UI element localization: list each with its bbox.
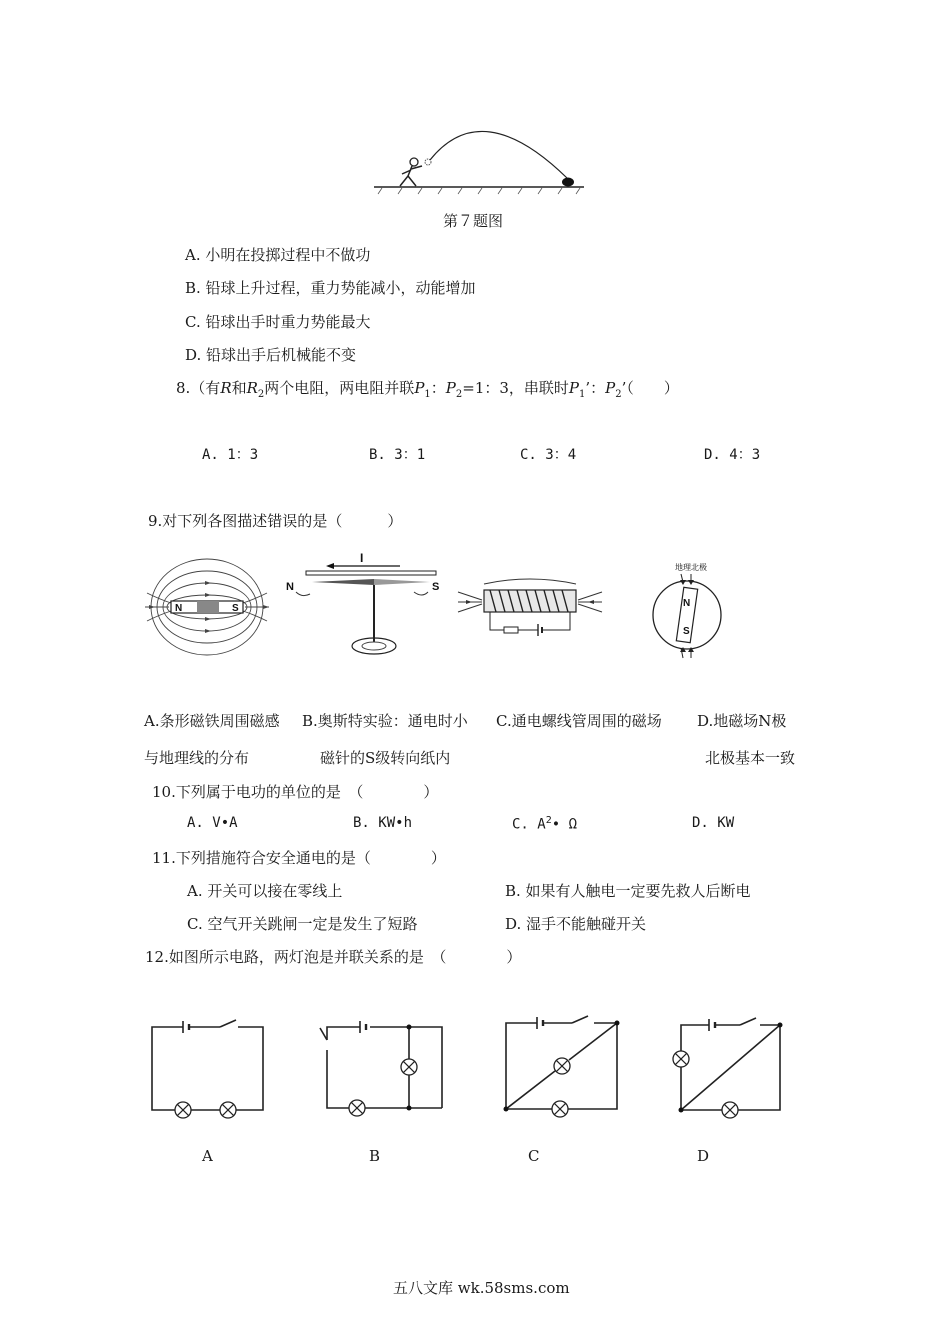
q10-option-a: A. V•A xyxy=(187,815,238,831)
geo-north-label: 地理北极 xyxy=(675,563,707,572)
magnet-s-label: S xyxy=(232,603,239,614)
lamp-icon xyxy=(722,1102,738,1118)
q10-stem: 10.下列属于电功的单位的是 （ ） xyxy=(152,783,439,801)
earth-s-label: S xyxy=(683,626,690,637)
earth-n-label: N xyxy=(683,598,691,609)
q11-stem: 11.下列措施符合安全通电的是（ ） xyxy=(152,849,446,867)
circuit-b xyxy=(320,1021,442,1108)
q12-stem: 12.如图所示电路，两灯泡是并联关系的是 （ ） xyxy=(145,948,522,966)
q11-option-c: C. 空气开关跳闸一定是发生了短路 xyxy=(187,915,418,933)
q9-desc-b1: B.奥斯特实验：通电时小 xyxy=(302,712,468,730)
q8-stem: 8.（有R和$R_2$两个电阻，两电阻并联$P_1$：$P_2=1$：3，串联时$P_1$’：$P_2$’（ ） xyxy=(176,379,679,400)
current-label: I xyxy=(360,551,364,565)
q9-stem: 9.对下列各图描述错误的是（ ） xyxy=(148,512,403,530)
needle-s-label: S xyxy=(432,581,440,593)
needle-n-label: N xyxy=(286,581,294,593)
q9-desc-d1: D.地磁场N极 xyxy=(697,712,787,730)
lamp-icon xyxy=(220,1102,236,1118)
q7-option-a: A. 小明在投掷过程中不做功 xyxy=(185,246,371,264)
circuit-label-c: C xyxy=(528,1147,540,1165)
circuit-label-a: A xyxy=(202,1147,213,1165)
circuit-label-b: B xyxy=(369,1147,381,1165)
lamp-icon xyxy=(349,1100,365,1116)
q11-option-a: A. 开关可以接在零线上 xyxy=(187,882,343,900)
q8-option-a: A. 1：3 xyxy=(202,447,259,463)
q7-option-b: B. 铅球上升过程，重力势能减小，动能增加 xyxy=(185,279,476,297)
q11-option-b: B. 如果有人触电一定要先救人后断电 xyxy=(505,882,751,900)
figure-caption: 第７题图 xyxy=(443,212,504,230)
lamp-icon xyxy=(401,1059,417,1075)
q11-option-d: D. 湿手不能触碰开关 xyxy=(505,915,647,933)
q8-option-b: B. 3：1 xyxy=(369,447,426,463)
lamp-icon xyxy=(554,1058,570,1074)
q7-option-c: C. 铅球出手时重力势能最大 xyxy=(185,313,371,331)
q10-option-c: C. $A^2•$ Ω xyxy=(512,815,578,833)
q9-desc-a1: A.条形磁铁周围磁感 xyxy=(144,712,280,730)
lamp-icon xyxy=(552,1101,568,1117)
q7-option-d: D. 铅球出手后机械能不变 xyxy=(185,346,357,364)
q8-option-d: D. 4：3 xyxy=(704,447,761,463)
q10-option-d: D. KW xyxy=(692,815,735,831)
circuit-a xyxy=(152,1020,263,1110)
q9-desc-b2: 磁针的S级转向纸内 xyxy=(320,749,451,767)
q9-desc-c1: C.通电螺线管周围的磁场 xyxy=(496,712,662,730)
footer-watermark: 五八文库 wk.58sms.com xyxy=(393,1279,570,1297)
q9-desc-d2: 北极基本一致 xyxy=(705,749,796,767)
q9-desc-a2: 与地理线的分布 xyxy=(144,749,250,767)
circuit-label-d: D xyxy=(697,1147,710,1165)
q8-option-c: C. 3：4 xyxy=(520,447,577,463)
circuit-d xyxy=(681,1018,780,1110)
q10-option-b: B. KW•h xyxy=(353,815,413,831)
magnet-n-label: N xyxy=(175,603,183,614)
lamp-icon xyxy=(175,1102,191,1118)
lamp-icon xyxy=(673,1051,689,1067)
